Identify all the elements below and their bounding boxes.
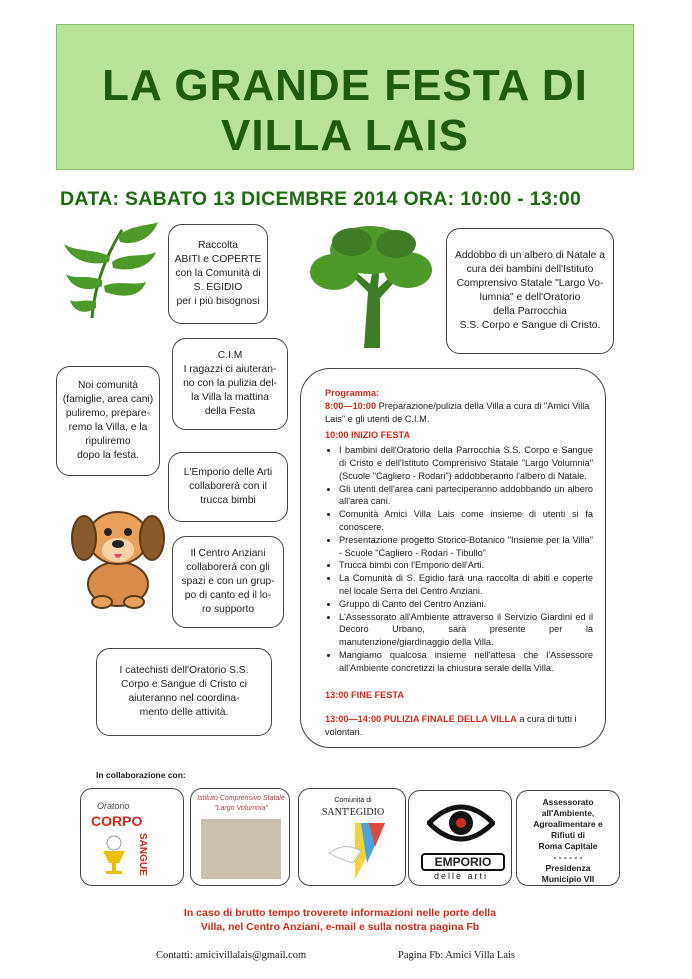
box-raccolta-line: ABITI e COPERTE [174,254,262,265]
box-raccolta-line: S. EGIDIO [193,282,243,293]
logo-scuola-sub: "Largo Volumnia" [214,805,268,812]
logo-emporio-name: EMPORIO [421,853,505,871]
box-comunita-line: Noi comunità [77,380,139,391]
school-photo [201,819,281,879]
logo-egidio-line2: SANT'EGIDIO [321,807,385,818]
logo-assessorato-line: all'Ambiente, [541,808,595,818]
box-emporio-line: trucca bimbi [200,495,256,506]
program-end: 13:00 FINE FESTA [325,689,404,700]
box-anziani [172,536,284,628]
title-line-2: VILLA LAIS [221,111,469,160]
box-comunita [56,366,160,476]
box-cim-line: I ragazzi ci aiuteran- [183,364,277,375]
program-item: • Gli utenti dell'area cani parteciperanno addobbando un albero all'area cani. [339,483,593,509]
logo-oratorio-corpo: CORPO [91,813,143,829]
program-item: • Comunità Amici Villa Lais come insieme di utenti si fa conoscere. [339,508,593,534]
program-heading: Programma: [325,388,380,398]
program-item: • L'Assessorato all'Ambiente attraverso il Servizio Giardini ed il Decoro Urbano, sarà presente per la manutenzione/giardinaggio della Villa. [339,611,593,649]
box-albero-line: cura dei bambini dell'Istituto [466,264,594,275]
dove-rainbow-icon [325,823,385,879]
box-comunita-line: dopo la festa. [77,450,139,461]
logo-assessorato-line: Roma Capitale [538,841,598,851]
box-anziani-line: collaborerà con gli [186,562,270,573]
box-raccolta-line: con la Comunità di [175,268,261,279]
bad-weather-line: Villa, nel Centro Anziani, e-mail e sulla nostra pagina Fb [200,921,480,933]
box-albero-line: Comprensivo Statale "Largo Vo- [456,278,604,289]
box-comunita-line: (famiglie, area cani) [62,394,154,405]
logo-oratorio [80,788,184,886]
box-cim-line: C.I.M [217,350,243,361]
program-item: • Trucca bimbi con l'Emporio dell'Arti. [339,559,593,572]
box-catechisti-line: Corpo e Sangue di Cristo ci [121,679,247,690]
footer-contact: Contatti: amicivillalais@gmail.com [156,950,307,961]
logo-assessorato [516,790,620,886]
date-time-line: DATA: SABATO 13 DICEMBRE 2014 ORA: 10:00 - 13:00 [60,188,582,210]
program-prep [325,400,593,426]
footer-facebook: Pagina Fb: Amici Villa Lais [398,950,516,961]
collaboration-label: In collaborazione con: [96,770,186,780]
program-cleanup-text: a cura di tutti i volontari. [325,714,577,738]
logo-oratorio-text: Oratorio [97,801,130,811]
box-cim-line: della Festa [204,406,256,417]
box-albero-line: lumnia" e dell'Oratorio [479,292,581,303]
box-raccolta-line: per i più bisognosi [176,296,260,307]
program-cleanup-time: 13:00—14:00 PULIZIA FINALE DELLA VILLA [325,714,517,725]
logo-scuola [190,788,290,886]
box-anziani-line: Il Centro Anziani [190,548,266,559]
program-start: 10:00 INIZIO FESTA [325,430,411,441]
box-cim [172,338,288,430]
logo-santegidio [298,788,406,886]
logo-oratorio-sangue: SANGUE [137,833,148,876]
box-anziani-line: spazi e con un grup- [181,576,275,587]
box-anziani-line: po di canto ed il lo- [184,590,272,601]
bad-weather-notice [120,906,560,934]
logo-scuola-name: Istituto Comprensivo Statale [197,795,285,802]
program-item: • La Comunità di S. Egidio farà una raccolta di abiti e coperte nel locale Serra del Centro Anziani. [339,572,593,598]
bad-weather-line: In caso di brutto tempo troverete informazioni nelle porte della [183,907,497,919]
box-catechisti-line: mento delle attività. [139,707,229,718]
box-raccolta [168,224,268,324]
logo-assessorato-line: Rifiuti di [551,830,585,840]
box-catechisti-line: aiuteranno nel coordina- [128,693,240,704]
title-line-1: LA GRANDE FESTA DI [102,61,588,110]
program-box [300,368,606,748]
box-emporio [168,452,288,522]
logo-assessorato-line: - - - - - - [553,852,583,862]
program-cleanup [325,713,593,739]
program-prep-text: Preparazione/pulizia della Villa a cura di "Amici Villa Lais" e gli utenti de C.I.M. [325,400,590,424]
box-emporio-line: collaborerà con il [189,481,267,492]
box-albero [446,228,614,354]
dog-illustration [66,498,170,610]
box-comunita-line: remo la Villa, e la [68,422,148,433]
program-item: • Presentazione progetto Storico-Botanico "Insieme per la Villa" - Scuole "Cagliero - Rodari - Tibullo" [339,534,593,560]
logo-assessorato-line: Presidenza [545,863,591,873]
program-item: • I bambini dell'Oratorio della Parrocchia S.S. Corpo e Sangue di Cristo e dell'Istituto Comprensivo Statale "Largo Volumnia" (Scuole "Cagliero - Rodari") addobberanno l'albero di Natale. [339,444,593,482]
tree-illustration [308,222,434,350]
logo-assessorato-line: Assessorato [542,797,594,807]
program-item: • Mangiamo qualcosa insieme nell'attesa che l'Assessore all'Ambiente concretizzi la chiusura serale della Villa. [339,649,593,675]
box-raccolta-line: Raccolta [197,240,239,251]
box-albero-line: della Parrocchia [493,306,567,317]
title-banner [56,24,634,170]
program-item: • Gruppo di Canto del Centro Anziani. [339,598,593,611]
box-cim-line: la Villa la mattina [191,392,269,403]
logo-emporio-sub: delle arti [433,871,489,881]
logo-assessorato-line: Municipio VII [541,874,595,884]
box-comunita-line: puliremo, prepare- [65,408,151,419]
logo-emporio [408,790,512,886]
chalice-icon [99,835,129,877]
box-emporio-line: L'Emporio delle Arti [183,467,273,478]
box-cim-line: no con la pulizia del- [183,378,277,389]
box-albero-line: S.S. Corpo e Sangue di Cristo. [459,320,601,331]
plant-illustration [62,222,162,320]
box-catechisti [96,648,272,736]
box-albero-line: Addobbo di un albero di Natale a [455,250,605,261]
program-prep-time: 8:00—10:00 [325,400,377,411]
emporio-eye-icon [427,797,495,849]
box-anziani-line: ro supporto [201,604,255,615]
program-list [325,444,593,674]
logo-assessorato-line: Agroalimentare e [533,819,603,829]
logo-egidio-line1: Comunità di [334,797,372,804]
box-comunita-line: ripuliremo [85,436,131,447]
box-catechisti-line: I catechisti dell'Oratorio S.S. [119,665,249,676]
